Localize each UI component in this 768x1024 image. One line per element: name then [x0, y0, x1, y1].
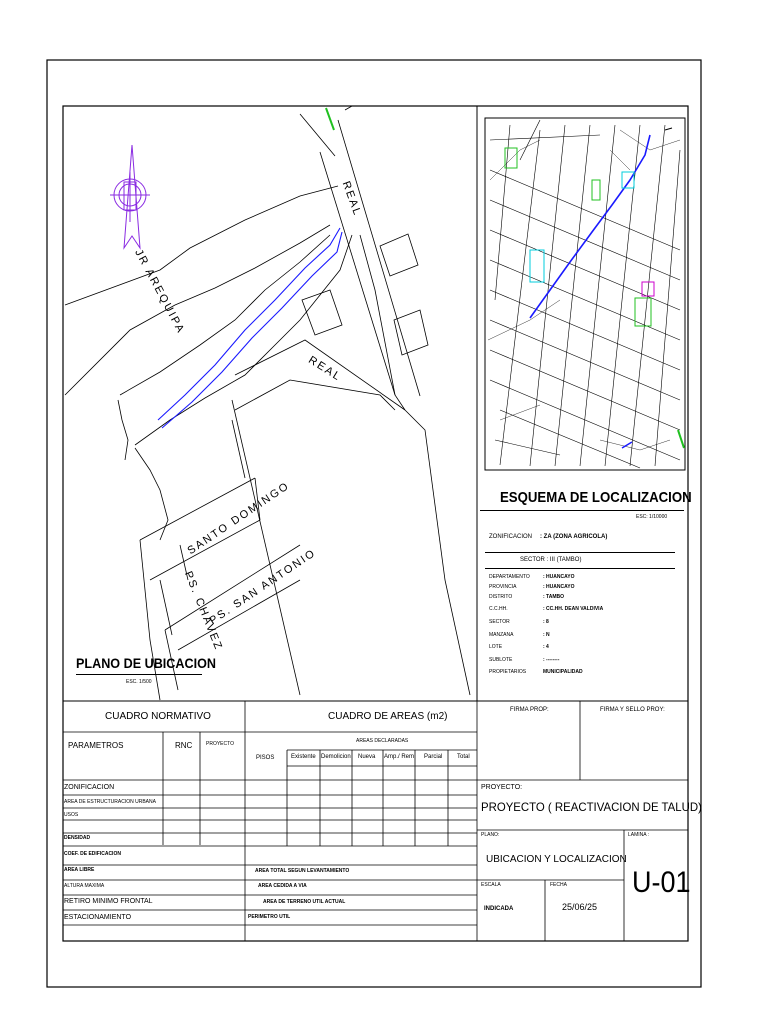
row-label: ZONIFICACION — [64, 784, 115, 791]
zonificacion-label: ZONIFICACION — [489, 534, 532, 540]
info-value: : HUANCAYO — [543, 574, 575, 580]
row-label: AREA LIBRE — [64, 867, 95, 873]
row-label: DENSIDAD — [64, 835, 91, 841]
areas-col: Nueva — [358, 754, 376, 760]
zonificacion-value: : ZA (ZONA AGRICOLA) — [540, 534, 608, 540]
areas-col: Parcial — [424, 754, 443, 760]
areas-col: Demolicion — [321, 754, 351, 760]
cuadro-normativo-title: CUADRO NORMATIVO — [105, 711, 211, 722]
proyecto-label: PROYECTO: — [481, 784, 523, 791]
street-label-ps-chavez: PS. CHAVEZ — [181, 569, 225, 653]
areas-col: Total — [457, 754, 470, 760]
lamina-label: LAMINA : — [628, 832, 650, 838]
info-value: : TAMBO — [543, 594, 565, 600]
info-value: : CC.HH. DEAN VALDIVIA — [543, 606, 604, 612]
info-value: : 8 — [543, 619, 549, 625]
sector-line: SECTOR : III (TAMBO) — [520, 557, 582, 563]
col-pisos: PISOS — [256, 755, 275, 761]
info-label: C.C.HH. — [489, 606, 508, 612]
firma-prop-label: FIRMA PROP: — [510, 707, 549, 713]
areas-row-label: PERIMETRO UTIL — [248, 914, 291, 920]
fecha-label: FECHA — [550, 882, 567, 888]
plano-value: UBICACION Y LOCALIZACION — [486, 854, 627, 865]
fecha-value: 25/06/25 — [562, 902, 598, 912]
plano-ubicacion-title: PLANO DE UBICACION — [76, 655, 217, 671]
esquema-scale: ESC: 1/10000 — [636, 514, 668, 520]
areas-row-label: AREA TOTAL SEGUN LEVANTAMIENTO — [255, 868, 350, 874]
info-label: PROVINCIA — [489, 584, 517, 590]
row-label: ESTACIONAMIENTO — [64, 914, 132, 921]
street-label-jr-arequipa: JR AREQUIPA — [132, 247, 187, 337]
street-label-real: REAL — [339, 179, 364, 219]
col-rnc: RNC — [175, 741, 193, 750]
row-label: ALTURA MAXIMA — [64, 883, 105, 889]
plano-label: PLANO: — [481, 832, 500, 838]
proyecto-value: PROYECTO ( REACTIVACION DE TALUD) — [481, 800, 702, 814]
street-label-real-lower: REAL — [306, 354, 344, 384]
info-value: : HUANCAYO — [543, 584, 575, 590]
col-parametros: PARAMETROS — [68, 741, 124, 750]
esquema-title: ESQUEMA DE LOCALIZACION — [500, 489, 692, 506]
firma-proy-label: FIRMA Y SELLO PROY: — [600, 707, 665, 713]
areas-declaradas-label: AREAS DECLARADAS — [356, 738, 409, 744]
lamina-value: U-01 — [632, 866, 691, 899]
info-label: DEPARTAMENTO — [489, 574, 530, 580]
areas-col: Existente — [291, 754, 316, 760]
info-label: LOTE — [489, 644, 503, 650]
escala-label: ESCALA — [481, 882, 501, 888]
info-label: DISTRITO — [489, 594, 513, 600]
info-value: : -------- — [543, 657, 560, 663]
info-label: PROPIETARIOS — [489, 669, 527, 675]
areas-row-label: AREA CEDIDA A VIA — [258, 883, 307, 889]
col-proyecto: PROYECTO — [206, 741, 234, 747]
areas-col: Amp./ Rem — [384, 754, 415, 760]
escala-value: INDICADA — [484, 906, 514, 912]
street-label-santo-domingo: SANTO DOMINGO — [185, 479, 293, 558]
info-value: MUNICIPALIDAD — [543, 669, 583, 675]
info-label: SECTOR — [489, 619, 510, 625]
plano-ubicacion-scale: ESC. 1/500 — [126, 679, 152, 685]
row-label: RETIRO MINIMO FRONTAL — [64, 898, 153, 905]
info-value: : 4 — [543, 644, 549, 650]
areas-row-label: AREA DE TERRENO UTIL ACTUAL — [263, 899, 346, 905]
street-label-ps-san-antonio: PS. SAN ANTONIO — [207, 546, 319, 628]
info-label: MANZANA — [489, 632, 514, 638]
info-label: SUBLOTE — [489, 657, 513, 663]
row-label: USOS — [64, 812, 79, 818]
cuadro-areas-title: CUADRO DE AREAS (m2) — [328, 711, 448, 722]
info-value: : N — [543, 632, 550, 638]
row-label: AREA DE ESTRUCTURACION URBANA — [64, 799, 156, 805]
row-label: COEF. DE EDIFICACION — [64, 851, 121, 857]
